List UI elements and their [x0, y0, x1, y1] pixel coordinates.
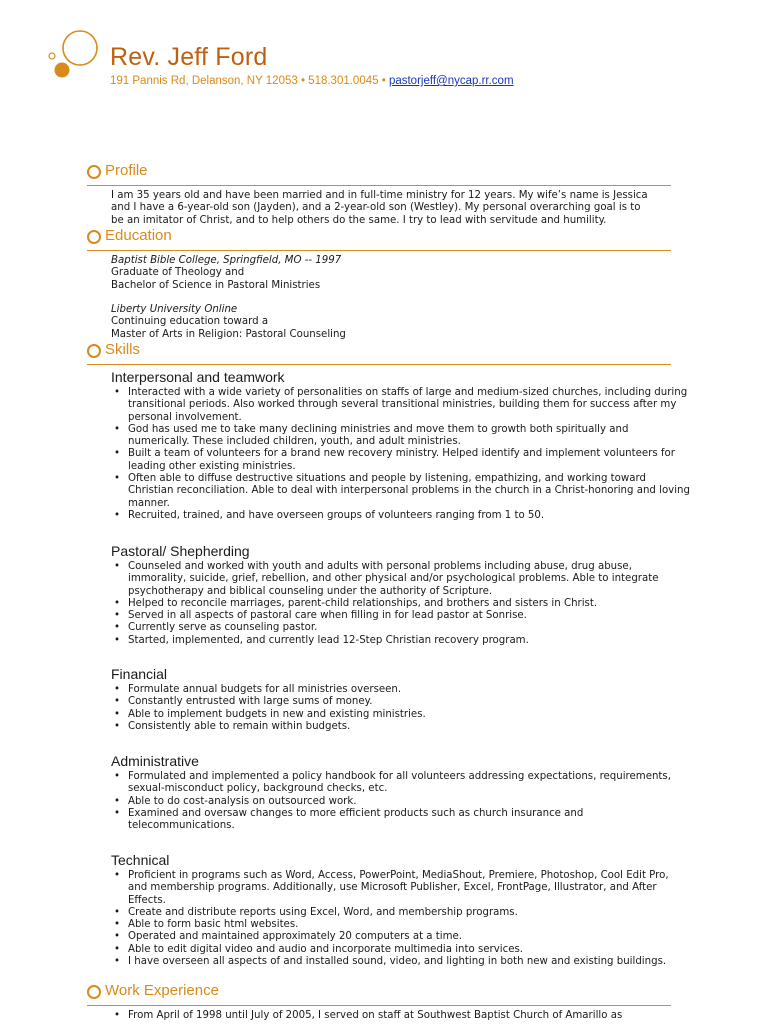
section-skills: [87, 342, 671, 365]
school-name: Liberty University Online: [111, 304, 238, 315]
section-title: Profile: [105, 162, 148, 179]
skill-list: [111, 771, 690, 832]
list-item: • Interacted with a wide variety of personalities on staffs of large and medium-sized churches, including during transitional periods. Also worked through several transitional ministries, building them for success after my personal involvement.: [128, 387, 690, 424]
profile-line: be an imitator of Christ, and to help others do the same. I try to lead with servitude and humility.: [111, 214, 607, 226]
education-entry: [111, 304, 671, 341]
skill-list: [111, 561, 690, 647]
list-item: • Built a team of volunteers for a brand new recovery ministry. Helped identify and implement volunteers for leading other existing ministries.: [128, 448, 690, 473]
contact-address-phone: 191 Pannis Rd, Delanson, NY 12053 • 518.301.0045 •: [110, 75, 389, 87]
profile-line: I am 35 years old and have been married and in full-time ministry for 12 years. My wife’s name is Jessica: [111, 190, 648, 201]
school-name: Baptist Bible College, Springfield, MO -- 1997: [111, 255, 342, 266]
section-ring-icon: [87, 165, 101, 179]
list-item: • Operated and maintained approximately 20 computers at a time.: [128, 931, 690, 943]
section-title: Work Experience: [105, 982, 219, 999]
skill-list: [111, 870, 690, 968]
list-item: • Able to edit digital video and audio and incorporate multimedia into services.: [128, 944, 690, 956]
email-link[interactable]: pastorjeff@nycap.rr.com: [388, 75, 514, 87]
list-item: • Examined and oversaw changes to more efficient products such as church insurance and telecommunications.: [128, 808, 690, 833]
section-ring-icon: [87, 344, 101, 358]
list-item: • Able to do cost-analysis on outsourced work.: [128, 796, 690, 808]
skill-list: [111, 684, 690, 733]
skill-heading: Administrative: [111, 753, 199, 769]
list-item: • Able to implement budgets in new and existing ministries.: [128, 709, 690, 721]
degree-line: Graduate of Theology and: [111, 267, 245, 279]
list-item: • Often able to diffuse destructive situations and people by listening, empathizing, and working toward Christian reconciliation. Able to deal with interpersonal problems in the church in a Christ-honoring and loving manner.: [128, 473, 690, 510]
skill-heading: Financial: [111, 666, 168, 682]
section-ring-icon: [87, 230, 101, 244]
list-item: • Constantly entrusted with large sums of money.: [128, 696, 690, 708]
list-item: • Counseled and worked with youth and adults with personal problems including abuse, drug abuse, immorality, suicide, grief, rebellion, and other physical and/or psychological problems. Able to integrate psychotherapy and biblical counseling under the authority of Scripture.: [128, 561, 690, 598]
skill-heading: Technical: [111, 852, 170, 868]
list-item: • Helped to reconcile marriages, parent-child relationships, and brothers and sisters in Christ.: [128, 598, 690, 610]
list-item: • From April of 1998 until July of 2005, I served on staff at Southwest Baptist Church of Amarillo as: [128, 1010, 690, 1022]
list-item: • Currently serve as counseling pastor.: [128, 622, 690, 634]
list-item: • I have overseen all aspects of and installed sound, video, and lighting in both new and existing buildings.: [128, 956, 690, 968]
section-title: Education: [105, 227, 172, 244]
skill-heading: Pastoral/ Shepherding: [111, 543, 250, 559]
degree-line: Continuing education toward a: [111, 316, 269, 328]
list-item: • Proficient in programs such as Word, Access, PowerPoint, MediaShout, Premiere, Photoshop, Cool Edit Pro, and membership programs. Additionally, use Microsoft Publisher, Excel, FrontPage, Illustrator, and After Effects.: [128, 870, 690, 907]
section-work-experience: [87, 983, 671, 1006]
list-item: • Started, implemented, and currently lead 12-Step Christian recovery program.: [128, 635, 690, 647]
profile-line: and I have a 6-year-old son (Jayden), and a 2-year-old son (Westley). My personal overarching goal is to: [111, 202, 641, 214]
degree-line: Bachelor of Science in Pastoral Ministries: [111, 279, 321, 291]
profile-text: [111, 190, 671, 227]
list-item: • God has used me to take many declining ministries and move them to growth both spiritually and numerically. These included children, youth, and adult ministries.: [128, 424, 690, 449]
degree-line: Master of Arts in Religion: Pastoral Counseling: [111, 328, 346, 340]
list-item: • Consistently able to remain within budgets.: [128, 721, 690, 733]
list-item: • Able to form basic html websites.: [128, 919, 690, 931]
logo-circles-icon: [46, 26, 106, 82]
resume-name: Rev. Jeff Ford: [110, 43, 268, 71]
skill-list: [111, 387, 690, 522]
section-title: Skills: [105, 341, 141, 358]
contact-line: [110, 75, 514, 87]
list-item: • Formulate annual budgets for all ministries overseen.: [128, 684, 690, 696]
section-education: [87, 228, 671, 251]
section-profile: [87, 163, 671, 186]
section-ring-icon: [87, 985, 101, 999]
work-list: [111, 1010, 690, 1022]
education-entry: [111, 255, 671, 292]
list-item: • Recruited, trained, and have overseen groups of volunteers ranging from 1 to 50.: [128, 510, 690, 522]
list-item: • Formulated and implemented a policy handbook for all volunteers addressing expectations, requirements, sexual-misconduct policy, background checks, etc.: [128, 771, 690, 796]
skill-heading: Interpersonal and teamwork: [111, 369, 285, 385]
list-item: • Served in all aspects of pastoral care when filling in for lead pastor at Sonrise.: [128, 610, 690, 622]
list-item: • Create and distribute reports using Excel, Word, and membership programs.: [128, 907, 690, 919]
